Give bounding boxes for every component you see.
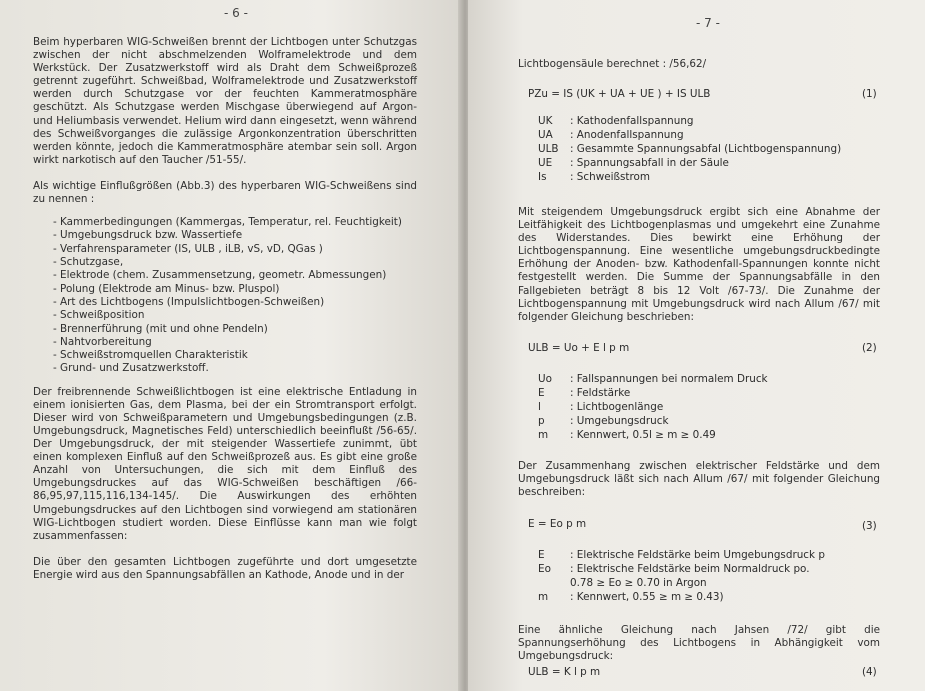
intro-line: Lichtbogensäule berechnet : /56,62/	[518, 58, 707, 70]
paragraph-text: Mit steigendem Umgebungsdruck ergibt sich eine Abnahme der Leitfähigkeit des Lichtbogenplasmas und umgekehrt eine Zunahme des Widerstandes. Dies bewirkt eine Erhöhung der Lichtbogenspannung. Eine wesentliche umgebungsdruckbedingte Erhöhung der Anoden- bzw. Kathodenfall-Spannungen konnte nicht festgestellt werden. Die Summe der Spannungsabfälle in den Fallgebieten beträgt 8 bis 12 Volt /67-73/. Die Zunahme der Lichtbogenspannung mit Umgebungsdruck wird nach Allum /67/ mit folgender Gleichung beschrieben:	[518, 206, 880, 323]
definition-row	[538, 428, 774, 442]
description: : Spannungsabfall in der Säule	[570, 157, 729, 169]
definition-row	[538, 548, 831, 562]
definition-row	[538, 156, 847, 170]
symbol: E	[538, 387, 545, 399]
definition-row	[538, 562, 831, 576]
definition-row	[538, 576, 831, 590]
equation-number: (1)	[862, 88, 877, 100]
page-number: - 6 -	[224, 6, 248, 20]
description: : Kennwert, 0.5l ≥ m ≥ 0.49	[570, 429, 716, 441]
equation-4: ULB = K l p m	[528, 666, 601, 678]
paragraph: Die über den gesamten Lichtbogen zugeführte und dort umgesetzte Energie wird aus den Spannungsabfällen an Kathode, Anode und in der	[33, 555, 417, 581]
symbol: m	[538, 591, 549, 603]
symbol: UE	[538, 157, 553, 169]
description: : Fallspannungen bei normalem Druck	[570, 373, 768, 385]
definition-row	[538, 590, 831, 604]
paragraph-text: Eine ähnliche Gleichung nach Jahsen /72/ gibt die Spannungserhöhung des Lichtbogens in Abhängigkeit vom Umgebungsdruck:	[518, 624, 880, 663]
symbol: Uo	[538, 373, 552, 385]
definitions-table	[538, 114, 847, 184]
definitions-table	[538, 548, 831, 604]
definition-row	[538, 114, 847, 128]
equation-2: ULB = Uo + E l p m	[528, 342, 630, 354]
page-number: - 7 -	[696, 16, 720, 30]
description: : Kennwert, 0.55 ≥ m ≥ 0.43)	[570, 591, 724, 603]
definition-row	[538, 128, 847, 142]
equation-number: (4)	[862, 666, 877, 678]
description: : Lichtbogenlänge	[570, 401, 664, 413]
list-item: - Schutzgase,	[53, 256, 124, 269]
description: : Umgebungsdruck	[570, 415, 669, 427]
list-item: - Umgebungsdruck bzw. Wassertiefe	[53, 229, 243, 242]
definition-row	[538, 372, 774, 386]
influence-list	[33, 216, 417, 376]
description: 0.78 ≥ Eo ≥ 0.70 in Argon	[570, 577, 707, 589]
list-item: - Grund- und Zusatzwerkstoff.	[53, 362, 209, 375]
paragraph-text: Der Zusammenhang zwischen elektrischer Feldstärke und dem Umgebungsdruck läßt sich nach Allum /67/ mit folgender Gleichung beschreiben:	[518, 460, 880, 499]
symbol: E	[538, 549, 545, 561]
description: : Kathodenfallspannung	[570, 115, 694, 127]
description: : Feldstärke	[570, 387, 631, 399]
symbol	[538, 576, 570, 590]
definition-row	[538, 142, 847, 156]
list-item: - Elektrode (chem. Zusammensetzung, geometr. Abmessungen)	[53, 269, 387, 282]
list-item: - Verfahrensparameter (IS, ULB , iLB, vS, vD, QGas )	[53, 242, 323, 255]
paragraph	[518, 460, 880, 512]
paragraph: Beim hyperbaren WIG-Schweißen brennt der Lichtbogen unter Schutzgas zwischen der nicht abschmelzenden Wolframelektrode und dem Werkstück. Der Zusatzwerkstoff wird als Draht dem Schweißprozeß getrennt zugeführt. Schweißbad, Wolframelektrode und Zusatzwerkstoff werden durch Schutzgase vor der feuchten Kammeratmosphäre geschützt. Als Schutzgase werden Mischgase überwiegend auf Argon- und Heliumbasis verwendet. Helium wird dann eingesetzt, wenn während des Schweißvorganges die zulässige Argonkonzentration überschritten werden könnte, jedoch die Kammeratmosphäre atembar sein soll. Argon wirkt narkotisch auf den Taucher /51-55/.	[33, 36, 417, 166]
right-page	[468, 0, 925, 691]
list-item: - Nahtvorbereitung	[53, 335, 152, 348]
paragraph	[518, 206, 880, 337]
symbol: UK	[538, 115, 553, 127]
symbol: ULB	[538, 143, 559, 155]
paragraph: Der freibrennende Schweißlichtbogen ist eine elektrische Entladung in einem ionisierten Gas, dem Plasma, bei der ein Stromtransport erfolgt. Dieser wird von Schweißparametern und Umgebungsbedingungen (z.B. Umgebungsdruck, Magnetisches Feld) unterschiedlich beeinflußt /56-65/. Der Umgebungsdruck, der mit steigender Wassertiefe zunimmt, übt einen komplexen Einfluß auf den Schweißprozeß aus. Es gibt eine große Anzahl von Untersuchungen, die sich mit dem Einfluß des Umgebungsdruckes auf das WIG-Schweißen beschäftigen /66-86,95,97,115,116,134-145/. Die Auswirkungen des erhöhten Umgebungsdruckes auf den Lichtbogen sind vorwiegend am stationären WIG-Lichtbogen studiert worden. Diese Einflüsse kann man wie folgt zusammenfassen:	[33, 385, 417, 542]
description: : Schweißstrom	[570, 171, 651, 183]
description: : Anodenfallspannung	[570, 129, 684, 141]
list-item: - Polung (Elektrode am Minus- bzw. Pluspol)	[53, 282, 280, 295]
description: : Elektrische Feldstärke beim Umgebungsdruck p	[570, 549, 825, 561]
equation-3: E = Eo p m	[528, 518, 587, 530]
left-page-body	[33, 36, 417, 595]
definition-row	[538, 400, 774, 414]
equation-number: (3)	[862, 520, 877, 532]
definition-row	[538, 386, 774, 400]
definition-row	[538, 170, 847, 184]
list-item: - Art des Lichtbogens (Impulslichtbogen-Schweißen)	[53, 295, 325, 308]
symbol: UA	[538, 129, 553, 141]
symbol: m	[538, 429, 549, 441]
list-item: - Brennerführung (mit und ohne Pendeln)	[53, 322, 268, 335]
symbol: l	[538, 401, 541, 413]
symbol: Is	[538, 171, 547, 183]
equation-number: (2)	[862, 342, 877, 354]
equation-1: PZu = IS (UK + UA + UE ) + IS ULB	[528, 88, 711, 100]
symbol: Eo	[538, 563, 551, 575]
description: : Elektrische Feldstärke beim Normaldruck po.	[570, 563, 810, 575]
definition-row	[538, 414, 774, 428]
list-item: - Schweißstromquellen Charakteristik	[53, 349, 248, 362]
list-item: - Schweißposition	[53, 309, 145, 322]
definitions-table	[538, 372, 774, 442]
list-item: - Kammerbedingungen (Kammergas, Temperatur, rel. Feuchtigkeit)	[53, 216, 402, 229]
paragraph: Als wichtige Einflußgrößen (Abb.3) des hyperbaren WIG-Schweißens sind zu nennen :	[33, 179, 417, 206]
description: : Gesammte Spannungsabfal (Lichtbogenspannung)	[570, 143, 842, 155]
symbol: p	[538, 415, 545, 427]
